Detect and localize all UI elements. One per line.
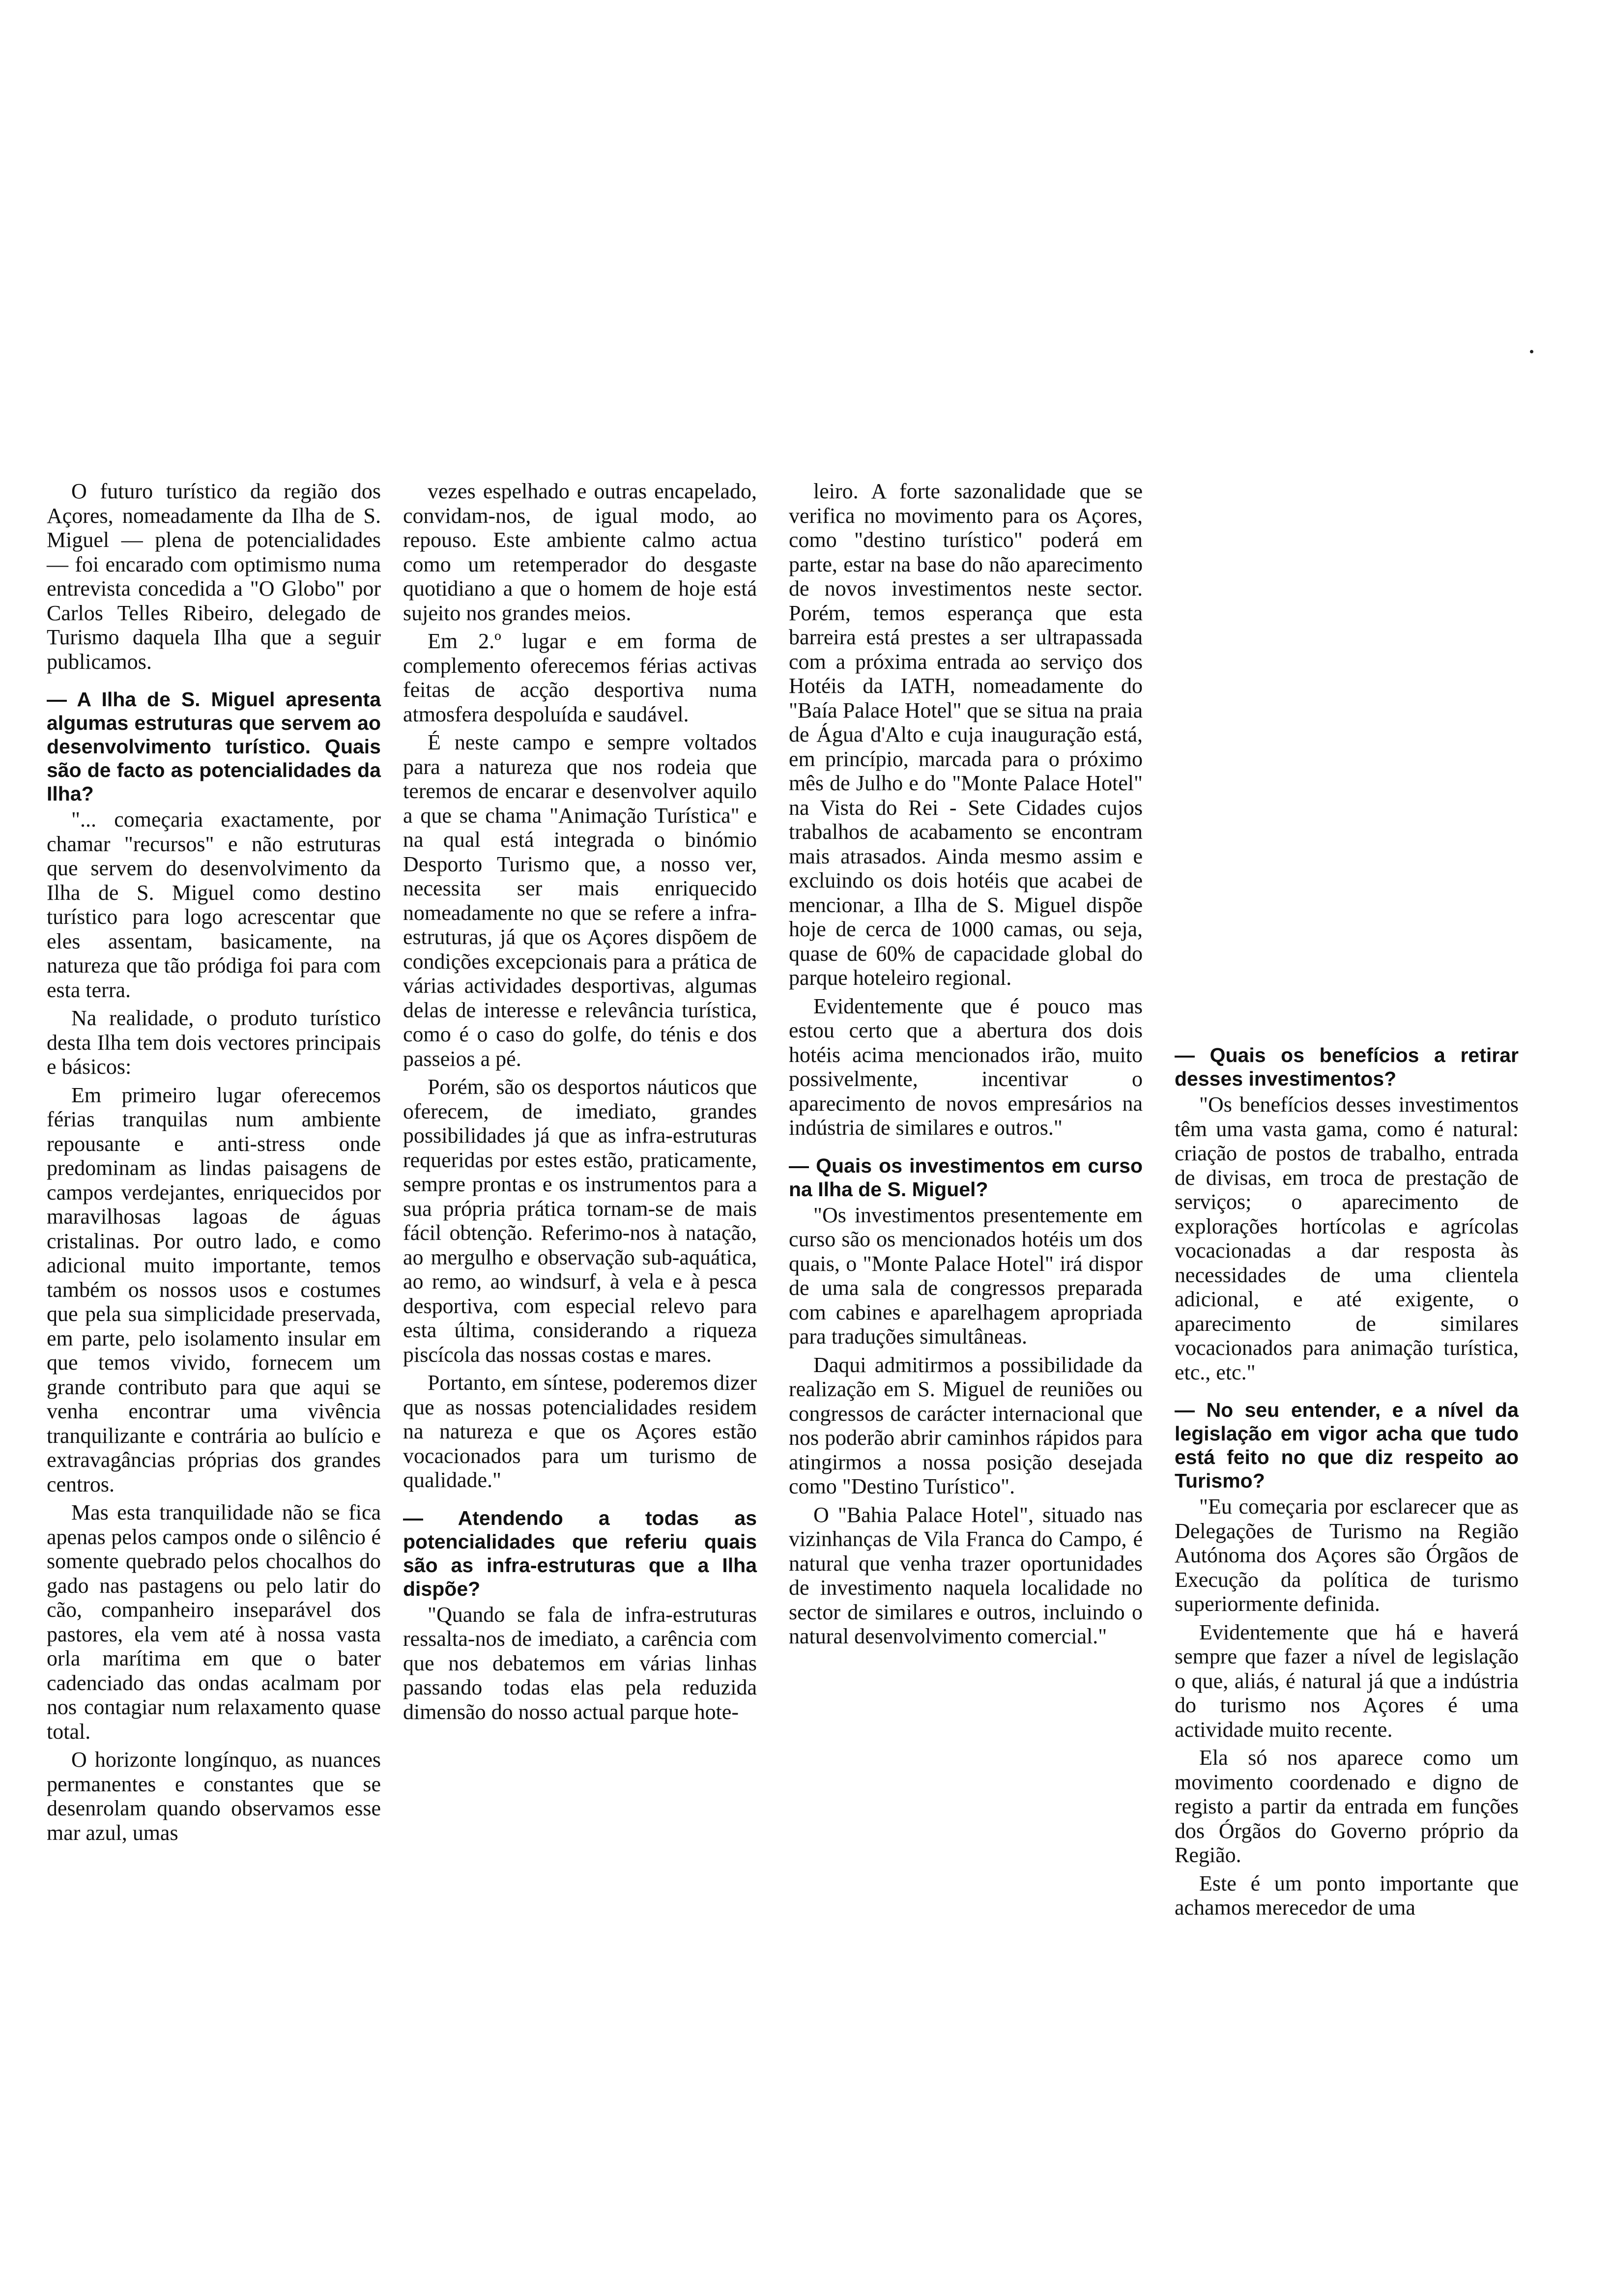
article-paragraph: Este é um ponto importante que achamos merecedor de uma xyxy=(1175,1871,1519,1920)
article-paragraph: Porém, são os desportos náuticos que oferecem, de imediato, grandes possibilidades já que as infra-estruturas requeridas por estes estão, praticamente, sempre prontas e os instrumentos para a sua própria prática tornam-se de mais fácil obtenção. Referimo-nos à natação, ao mergulho e observação sub-aquática, ao remo, ao windsurf, à vela e à pesca desportiva, com especial relevo para esta última, considerando a riqueza piscícola das nossas costas e mares. xyxy=(403,1075,757,1367)
article-paragraph: "Eu começaria por esclarecer que as Delegações de Turismo na Região Autónoma dos Açores são Órgãos de Execução da política de turismo superiormente definida. xyxy=(1175,1494,1519,1616)
article-paragraph: "Quando se fala de infra-estruturas ressalta-nos de imediato, a carência com que nos debatemos em várias linhas passando todas elas pela reduzida dimensão do nosso actual parque hote- xyxy=(403,1602,757,1724)
article-paragraph: "Os investimentos presentemente em curso são os mencionados hotéis um dos quais, o "Monte Palace Hotel" irá dispor de uma sala de congressos preparada com cabines e aparelhagem apropriada para traduções simultâneas. xyxy=(789,1203,1143,1349)
interview-question: — Atendendo a todas as potencialidades que referiu quais são as infra-estruturas que a Ilha dispõe? xyxy=(403,1506,757,1600)
article-paragraph: leiro. A forte sazonalidade que se verifica no movimento para os Açores, como "destino turístico" poderá em parte, estar na base do não aparecimento de novos investimentos neste sector. Porém, temos esperança que esta barreira está prestes a ser ultrapassada com a próxima entrada ao serviço dos Hotéis da IATH, nomeadamente do "Baía Palace Hotel" que se situa na praia de Água d'Alto e cuja inauguração está, em princípio, marcada para o próximo mês de Julho e do "Monte Palace Hotel" na Vista do Rei - Sete Cidades cujos trabalhos de acabamento se encontram mais atrasados. Ainda mesmo assim e excluindo os dois hotéis que acabei de mencionar, a Ilha de S. Miguel dispõe hoje de cerca de 1000 camas, ou seja, quase de 60% de capacidade global do parque hoteleiro regional. xyxy=(789,479,1143,990)
column-3 xyxy=(789,479,1143,1653)
article-paragraph: "Os benefícios desses investimentos têm uma vasta gama, como é natural: criação de postos de trabalho, entrada de divisas, em troca de prestação de serviços; o aparecimento de explorações hortícolas e agrícolas vocacionadas a dar resposta às necessidades de uma clientela adicional, e até exigente, o aparecimento de similares vocacionados para animação turística, etc., etc." xyxy=(1175,1092,1519,1384)
article-paragraph: O horizonte longínquo, as nuances permanentes e constantes que se desenrolam quando observamos esse mar azul, umas xyxy=(47,1748,381,1845)
interview-question: — Quais os investimentos em curso na Ilha de S. Miguel? xyxy=(789,1154,1143,1201)
interview-question: — A Ilha de S. Miguel apresenta algumas estruturas que servem ao desenvolvimento turístico. Quais são de facto as potencialidades da Ilha? xyxy=(47,688,381,805)
article-paragraph: Em primeiro lugar oferecemos férias tranquilas num ambiente repousante e anti-stress onde predominam as lindas paisagens de campos verdejantes, enriquecidos por maravilhosas lagoas de águas cristalinas. Por outro lado, e como adicional muito importante, temos também os nossos usos e costumes que pela sua simplicidade preservada, em parte, pelo isolamento insular em que temos vivido, fornecem um grande contributo para que aqui se venha encontrar uma vivência tranquilizante e contrária ao bulício e extravagâncias próprias dos grandes centros. xyxy=(47,1083,381,1496)
article-paragraph: Na realidade, o produto turístico desta Ilha tem dois vectores principais e básicos: xyxy=(47,1006,381,1079)
article-paragraph: O futuro turístico da região dos Açores, nomeadamente da Ilha de S. Miguel — plena de potencialidades — foi encarado com optimismo numa entrevista concedida a "O Globo" por Carlos Telles Ribeiro, delegado de Turismo daquela Ilha que a seguir publicamos. xyxy=(47,479,381,674)
column-4 xyxy=(1175,1030,1519,1924)
article-paragraph: O "Bahia Palace Hotel", situado nas vizinhanças de Vila Franca do Campo, é natural que venha trazer oportunidades de investimento naquela localidade no sector de similares e outros, incluindo o natural desenvolvimento comercial." xyxy=(789,1502,1143,1648)
column-1 xyxy=(47,479,381,1849)
ink-speck xyxy=(1530,350,1533,353)
article-paragraph: Evidentemente que há e haverá sempre que fazer a nível de legislação o que, aliás, é natural já que a indústria do turismo nos Açores é uma actividade muito recente. xyxy=(1175,1620,1519,1742)
article-paragraph: Daqui admitirmos a possibilidade da realização em S. Miguel de reuniões ou congressos de carácter internacional que nos poderão abrir caminhos rápidos para atingirmos a nossa posição desejada como "Destino Turístico". xyxy=(789,1352,1143,1498)
interview-question: — No seu entender, e a nível da legislação em vigor acha que tudo está feito no que diz respeito ao Turismo? xyxy=(1175,1399,1519,1492)
article-paragraph: vezes espelhado e outras encapelado, convidam-nos, de igual modo, ao repouso. Este ambiente calmo actua como um retemperador do desgaste quotidiano a que o homem de hoje está sujeito nos grandes meios. xyxy=(403,479,757,625)
article-paragraph: Em 2.º lugar e em forma de complemento oferecemos férias activas feitas de acção desportiva numa atmosfera despoluída e saudável. xyxy=(403,629,757,726)
column-2 xyxy=(403,479,757,1728)
article-paragraph: Ela só nos aparece como um movimento coordenado e digno de registo a partir da entrada em funções dos Órgãos do Governo próprio da Região. xyxy=(1175,1746,1519,1867)
article-paragraph: Evidentemente que é pouco mas estou certo que a abertura dos dois hotéis acima mencionados irão, muito possivelmente, incentivar o aparecimento de novos empresários na indústria de similares e outros." xyxy=(789,994,1143,1140)
article-paragraph: Portanto, em síntese, poderemos dizer que as nossas potencialidades residem na natureza e que os Açores estão vocacionados para um turismo de qualidade." xyxy=(403,1371,757,1492)
article-paragraph: Mas esta tranquilidade não se fica apenas pelos campos onde o silêncio é somente quebrado pelos chocalhos do gado nas pastagens ou pelo latir do cão, companheiro inseparável dos pastores, ela vem até à nossa vasta orla marítima em que o bater cadenciado das ondas acalmam por nos contagiar num relaxamento quase total. xyxy=(47,1500,381,1744)
article-paragraph: É neste campo e sempre voltados para a natureza que nos rodeia que teremos de encarar e desenvolver aquilo a que se chama "Animação Turística" e na qual está integrada o binómio Desporto Turismo que, a nosso ver, necessita ser mais enriquecido nomeadamente no que se refere a infra-estruturas, já que os Açores dispõem de condições excepcionais para a prática de várias actividades desportivas, algumas delas de interesse e relevância turística, como é o caso do golfe, do ténis e dos passeios a pé. xyxy=(403,730,757,1071)
interview-question: — Quais os benefícios a retirar desses investimentos? xyxy=(1175,1044,1519,1090)
article-paragraph: "... começaria exactamente, por chamar "recursos" e não estruturas que servem do desenvolvimento da Ilha de S. Miguel como destino turístico para logo acrescentar que eles assentam, basicamente, na natureza que tão pródiga foi para com esta terra. xyxy=(47,807,381,1002)
